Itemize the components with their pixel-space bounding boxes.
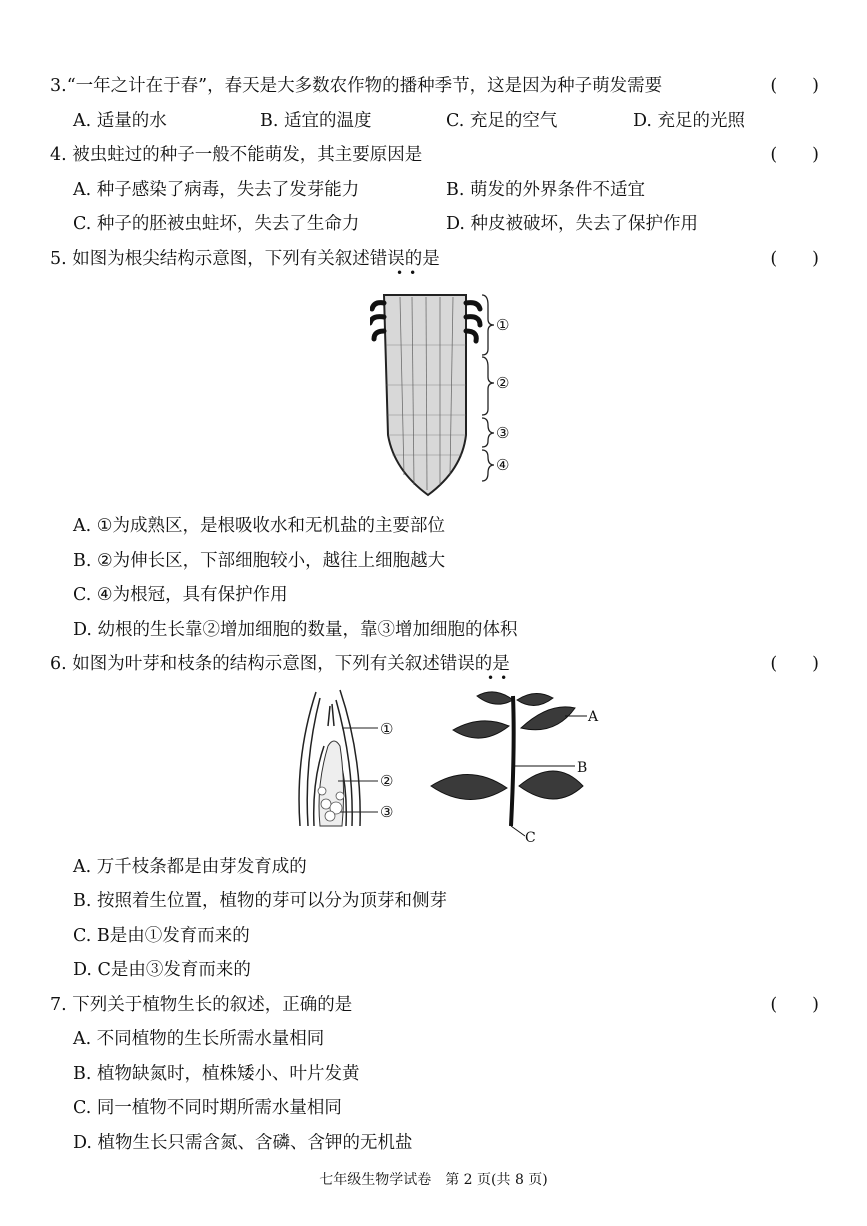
- root-label-3: ③: [496, 424, 510, 442]
- root-label-4: ④: [496, 456, 510, 474]
- q6-option-a: A. 万千枝条都是由芽发育成的: [73, 857, 307, 877]
- q7-option-d: D. 植物生长只需含氮、含磷、含钾的无机盐: [73, 1133, 413, 1153]
- branch-label-c: C: [525, 830, 536, 846]
- q5-stem: 5. 如图为根尖结构示意图，下列有关叙述错误的是: [50, 249, 440, 269]
- root-label-2: ②: [496, 374, 510, 392]
- page-footer: 七年级生物学试卷 第 2 页(共 8 页): [319, 1172, 548, 1188]
- q6-option-c: C. B是由①发育而来的: [73, 926, 250, 946]
- q5-option-d: D. 幼根的生长靠②增加细胞的数量，靠③增加细胞的体积: [73, 620, 518, 640]
- q6-option-b: B. 按照着生位置，植物的芽可以分为顶芽和侧芽: [73, 891, 447, 911]
- q7-stem: 7. 下列关于植物生长的叙述，正确的是: [50, 995, 353, 1015]
- q5-option-c: C. ④为根冠，具有保护作用: [73, 585, 288, 605]
- bud-label-1: ①: [380, 720, 394, 738]
- q4-stem: 4. 被虫蛀过的种子一般不能萌发，其主要原因是: [50, 145, 423, 165]
- emphasis-dots: ••: [396, 266, 423, 280]
- branch-label-b: B: [577, 760, 588, 776]
- bud-label-2: ②: [380, 772, 394, 790]
- q3-option-d: D. 充足的光照: [633, 111, 746, 131]
- root-tip-figure: [370, 285, 520, 505]
- q6-answer-paren: ( ): [770, 654, 819, 674]
- branch-figure: [425, 686, 615, 846]
- q7-option-b: B. 植物缺氮时，植株矮小、叶片发黄: [73, 1064, 360, 1084]
- q4-option-a: A. 种子感染了病毒，失去了发芽能力: [73, 180, 360, 200]
- q6-stem: 6. 如图为叶芽和枝条的结构示意图，下列有关叙述错误的是: [50, 654, 510, 674]
- root-label-1: ①: [496, 316, 510, 334]
- q4-answer-paren: ( ): [770, 145, 819, 165]
- q4-option-b: B. 萌发的外界条件不适宜: [446, 180, 645, 200]
- q7-answer-paren: ( ): [770, 995, 819, 1015]
- q3-stem: 3.“一年之计在于春”，春天是大多数农作物的播种季节，这是因为种子萌发需要: [50, 76, 663, 96]
- emphasis-dots: ••: [487, 671, 514, 685]
- q7-option-a: A. 不同植物的生长所需水量相同: [73, 1029, 325, 1049]
- q5-answer-paren: ( ): [770, 249, 819, 269]
- q5-option-b: B. ②为伸长区，下部细胞较小，越往上细胞越大: [73, 551, 446, 571]
- q3-option-b: B. 适宜的温度: [260, 111, 372, 131]
- leaf-bud-figure: [290, 686, 410, 831]
- bud-label-3: ③: [380, 803, 394, 821]
- q7-option-c: C. 同一植物不同时期所需水量相同: [73, 1098, 342, 1118]
- q4-option-c: C. 种子的胚被虫蛀坏，失去了生命力: [73, 214, 360, 234]
- branch-label-a: A: [588, 709, 599, 725]
- q5-option-a: A. ①为成熟区，是根吸收水和无机盐的主要部位: [73, 516, 445, 536]
- q6-option-d: D. C是由③发育而来的: [73, 960, 251, 980]
- q3-answer-paren: ( ): [770, 76, 819, 96]
- q3-option-c: C. 充足的空气: [446, 111, 558, 131]
- q3-option-a: A. 适量的水: [73, 111, 167, 131]
- q4-option-d: D. 种皮被破坏，失去了保护作用: [446, 214, 699, 234]
